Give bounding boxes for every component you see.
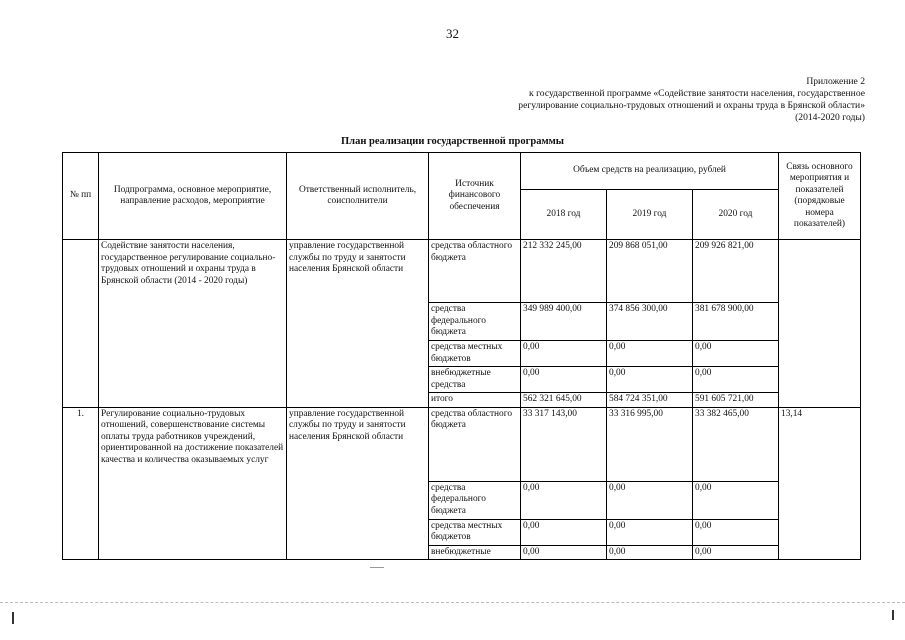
- scan-mark-right: [892, 610, 894, 620]
- row-name: Регулирование социально-трудовых отношений, совершенствование системы оплаты труда работников учреждений, ориентированной на достижение показателей качества и количества оказываемых услуг: [99, 407, 287, 560]
- value-2019: 0,00: [607, 545, 693, 560]
- value-2018: 349 989 400,00: [521, 303, 607, 341]
- row-source: внебюджетные: [429, 545, 521, 560]
- total-2019: 584 724 351,00: [607, 393, 693, 408]
- row-source: средства федерального бюджета: [429, 481, 521, 519]
- appendix-line-4: (2014-2020 годы): [795, 112, 865, 123]
- table-header: [63, 153, 861, 240]
- value-2019: 374 856 300,00: [607, 303, 693, 341]
- value-2020: 0,00: [693, 367, 779, 393]
- header-executor: Ответственный исполнитель, соисполнители: [287, 153, 429, 240]
- value-2018: 0,00: [521, 367, 607, 393]
- header-source: Источник финансового обеспечения: [429, 153, 521, 240]
- value-2018: 0,00: [521, 481, 607, 519]
- appendix-line-3: регулирование социально-трудовых отношений и охраны труда в Брянской области»: [518, 100, 865, 111]
- page-number: 32: [446, 26, 459, 41]
- row-name: Содействие занятости населения, государственное регулирование социально-трудовых отношений и охраны труда в Брянской области (2014 - 2020 годы): [99, 240, 287, 408]
- row-source: внебюджетные средства: [429, 367, 521, 393]
- value-2020: 381 678 900,00: [693, 303, 779, 341]
- row-source: средства областного бюджета: [429, 407, 521, 481]
- value-2018: 0,00: [521, 545, 607, 560]
- value-2018: 212 332 245,00: [521, 240, 607, 303]
- scan-mark: [370, 567, 384, 568]
- plan-title: План реализации государственной программы: [341, 136, 564, 147]
- row-num: 1.: [63, 407, 99, 560]
- value-2018: 33 317 143,00: [521, 407, 607, 481]
- appendix-caption: [345, 76, 865, 124]
- value-2020: 209 926 821,00: [693, 240, 779, 303]
- row-link: [779, 240, 861, 408]
- value-2019: 0,00: [607, 367, 693, 393]
- row-source: средства федерального бюджета: [429, 303, 521, 341]
- value-2020: 0,00: [693, 341, 779, 367]
- table-body: [63, 240, 861, 560]
- value-2019: 0,00: [607, 519, 693, 545]
- header-subprogram: Подпрограмма, основное мероприятие, направление расходов, мероприятие: [99, 153, 287, 240]
- row-link: 13,14: [779, 407, 861, 560]
- value-2019: 0,00: [607, 481, 693, 519]
- header-year-2018: 2018 год: [521, 190, 607, 240]
- row-num: [63, 240, 99, 408]
- scan-edge-line: [0, 602, 905, 603]
- value-2018: 0,00: [521, 519, 607, 545]
- value-2020: 0,00: [693, 545, 779, 560]
- row-executor: управление государственной службы по труду и занятости населения Брянской области: [287, 240, 429, 408]
- value-2020: 0,00: [693, 481, 779, 519]
- row-source: средства местных бюджетов: [429, 341, 521, 367]
- value-2019: 33 316 995,00: [607, 407, 693, 481]
- header-num: № пп: [63, 153, 99, 240]
- row-source: средства местных бюджетов: [429, 519, 521, 545]
- value-2020: 0,00: [693, 519, 779, 545]
- header-volume: Объем средств на реализацию, рублей: [521, 153, 779, 190]
- appendix-line-2: к государственной программе «Содействие занятости населения, государственное: [529, 88, 865, 99]
- row-source-total: итого: [429, 393, 521, 408]
- table-row: [63, 407, 861, 481]
- header-link: Связь основного мероприятия и показателей (порядковые номера показателей): [779, 153, 861, 240]
- total-2018: 562 321 645,00: [521, 393, 607, 408]
- row-source: средства областного бюджета: [429, 240, 521, 303]
- value-2019: 0,00: [607, 341, 693, 367]
- appendix-line-1: Приложение 2: [806, 76, 865, 87]
- value-2019: 209 868 051,00: [607, 240, 693, 303]
- scan-mark-left: [12, 612, 14, 624]
- header-year-2020: 2020 год: [693, 190, 779, 240]
- header-year-2019: 2019 год: [607, 190, 693, 240]
- value-2020: 33 382 465,00: [693, 407, 779, 481]
- row-executor: управление государственной службы по труду и занятости населения Брянской области: [287, 407, 429, 560]
- plan-table: [62, 152, 861, 560]
- value-2018: 0,00: [521, 341, 607, 367]
- table-row: [63, 240, 861, 303]
- total-2020: 591 605 721,00: [693, 393, 779, 408]
